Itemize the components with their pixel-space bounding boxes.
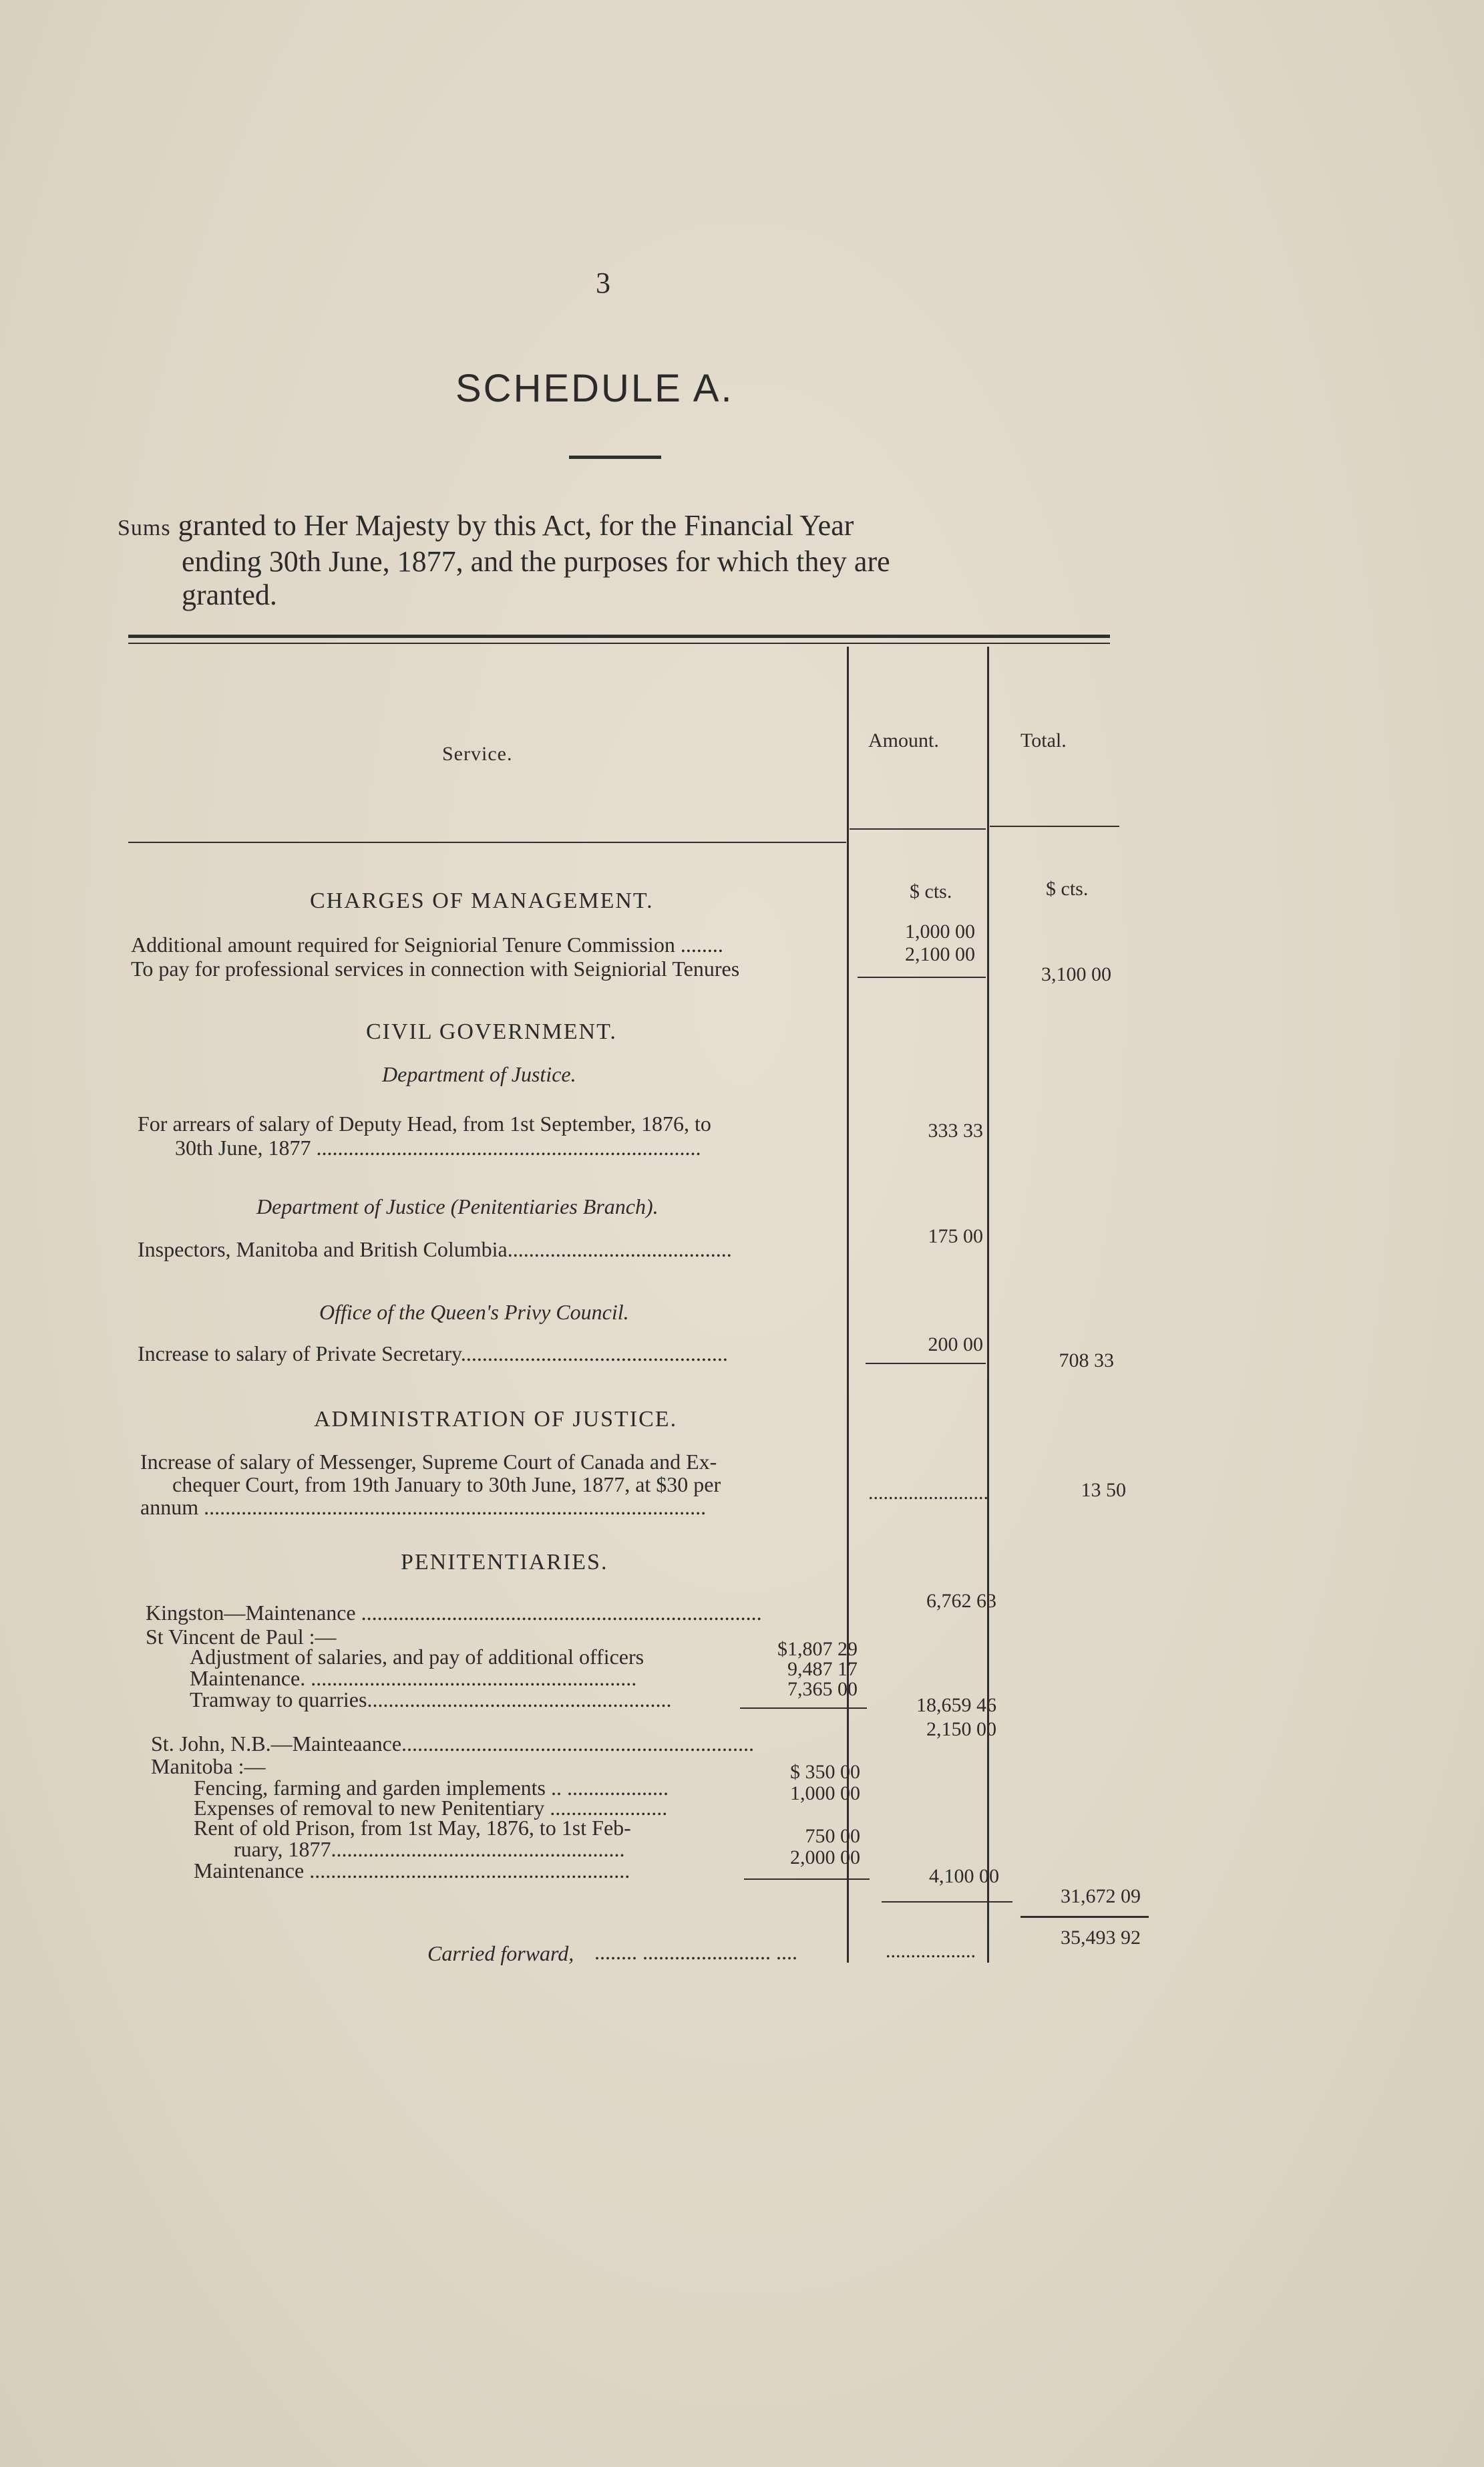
sv-item-1: Adjustment of salaries, and pay of additional officers bbox=[190, 1645, 644, 1669]
mb-item-4-amount: 750 00 bbox=[805, 1825, 860, 1847]
civil-dept1: Department of Justice. bbox=[382, 1062, 576, 1086]
carried-forward-total: 35,493 92 bbox=[1061, 1927, 1141, 1949]
mb-total: 4,100 00 bbox=[929, 1865, 999, 1887]
mb-item-1: Fencing, farming and garden implements .. ................... bbox=[194, 1776, 669, 1800]
penitentiaries-subtotal-rule bbox=[882, 1901, 1012, 1903]
service-header-rule bbox=[128, 842, 846, 843]
management-amount2: 2,100 00 bbox=[905, 943, 975, 965]
civil-item2: Inspectors, Manitoba and British Columbia.......................................... bbox=[138, 1237, 732, 1261]
intro-line1: granted to Her Majesty by this Act, for the Financial Year bbox=[178, 509, 854, 542]
mb-item-2: Expenses of removal to new Penitentiary ...................... bbox=[194, 1796, 668, 1820]
mb-item-3: Rent of old Prison, from 1st May, 1876, to 1st Feb- bbox=[194, 1816, 631, 1840]
stjohn-item: St. John, N.B.—Mainteaance.................................................................. bbox=[151, 1732, 755, 1756]
mb-item-2-amount: 1,000 00 bbox=[790, 1782, 860, 1804]
justice-line2: chequer Court, from 19th January to 30th June, 1877, at $30 per bbox=[172, 1472, 721, 1496]
title-rule bbox=[569, 456, 661, 459]
civil-subtotal-rule bbox=[866, 1363, 986, 1364]
intro-paragraph bbox=[118, 509, 1119, 612]
management-subtotal-rule bbox=[858, 977, 986, 978]
mb-item-5-amount: 2,000 00 bbox=[790, 1846, 860, 1868]
stjohn-amount: 2,150 00 bbox=[926, 1718, 996, 1740]
table-top-rule-thin bbox=[128, 643, 1110, 644]
sv-subtotal-rule bbox=[740, 1707, 867, 1709]
mb-item-4: ruary, 1877....................................................... bbox=[234, 1837, 625, 1861]
management-line1: Additional amount required for Seigniorial Tenure Commission ........ bbox=[131, 933, 723, 957]
mb-subtotal-rule bbox=[744, 1878, 870, 1880]
justice-line3: annum .............................................................................................. bbox=[140, 1495, 707, 1519]
schedule-title: SCHEDULE A. bbox=[455, 367, 734, 410]
amount-header-rule bbox=[850, 828, 986, 830]
sv-item-2-amount: 9,487 17 bbox=[787, 1658, 858, 1680]
carried-forward-label: Carried forward, bbox=[427, 1941, 574, 1965]
table-top-rule-thick bbox=[128, 635, 1110, 638]
management-line2: To pay for professional services in connection with Seigniorial Tenures bbox=[131, 957, 740, 981]
sv-total: 18,659 46 bbox=[916, 1694, 996, 1716]
header-service: Service. bbox=[442, 743, 513, 765]
header-total: Total. bbox=[1021, 729, 1067, 752]
civil-dept3: Office of the Queen's Privy Council. bbox=[319, 1300, 629, 1324]
sv-item-3: Tramway to quarries......................................................... bbox=[190, 1687, 672, 1711]
civil-item1-line1: For arrears of salary of Deputy Head, from 1st September, 1876, to bbox=[138, 1112, 711, 1136]
carried-forward-rule bbox=[1021, 1916, 1149, 1918]
intro-line2: ending 30th June, 1877, and the purposes for which they are bbox=[182, 545, 890, 578]
civil-item3: Increase to salary of Private Secretary.................................................. bbox=[138, 1341, 728, 1365]
page-number: 3 bbox=[596, 267, 610, 299]
section-heading-civil: CIVIL GOVERNMENT. bbox=[366, 1019, 617, 1044]
kingston-item: Kingston—Maintenance ........................................................................... bbox=[146, 1601, 762, 1625]
section-heading-penitentiaries: PENITENTIARIES. bbox=[401, 1550, 608, 1575]
total-column-rule bbox=[987, 647, 989, 1963]
civil-item1-line2: 30th June, 1877 ........................................................................ bbox=[175, 1136, 701, 1160]
section-heading-management: CHARGES OF MANAGEMENT. bbox=[310, 888, 654, 913]
justice-amount-dots: ........................ bbox=[868, 1482, 988, 1504]
total-header-rule bbox=[990, 826, 1119, 827]
sv-item-2: Maintenance. ............................................................. bbox=[190, 1666, 637, 1690]
justice-total: 13 50 bbox=[1081, 1479, 1126, 1501]
total-units: $ cts. bbox=[1046, 878, 1089, 900]
intro-first-word: Sums bbox=[118, 516, 171, 540]
header-amount: Amount. bbox=[868, 729, 939, 752]
management-amount1: 1,000 00 bbox=[905, 921, 975, 943]
carried-forward-amount-dots: .................. bbox=[886, 1940, 976, 1962]
manitoba-heading: Manitoba :— bbox=[151, 1754, 266, 1778]
civil-total: 708 33 bbox=[1059, 1349, 1114, 1371]
intro-line3: granted. bbox=[182, 579, 277, 611]
amount-units: $ cts. bbox=[910, 880, 952, 902]
mb-item-1-amount: $ 350 00 bbox=[790, 1761, 860, 1783]
civil-item1-amount: 333 33 bbox=[928, 1120, 983, 1142]
carried-forward-dots: ........ ........................ .... bbox=[594, 1940, 797, 1964]
section-heading-justice: ADMINISTRATION OF JUSTICE. bbox=[314, 1407, 678, 1432]
civil-item2-amount: 175 00 bbox=[928, 1225, 983, 1247]
justice-line1: Increase of salary of Messenger, Supreme Court of Canada and Ex- bbox=[140, 1450, 717, 1474]
civil-dept2: Department of Justice (Penitentiaries Branch). bbox=[256, 1194, 659, 1218]
mb-item-5: Maintenance ............................................................ bbox=[194, 1858, 630, 1882]
civil-item3-amount: 200 00 bbox=[928, 1333, 983, 1355]
management-total: 3,100 00 bbox=[1041, 963, 1111, 985]
penitentiaries-total: 31,672 09 bbox=[1061, 1885, 1141, 1907]
stvincent-heading: St Vincent de Paul :— bbox=[146, 1625, 337, 1649]
sv-item-1-amount: $1,807 29 bbox=[777, 1638, 858, 1660]
kingston-amount: 6,762 63 bbox=[926, 1590, 996, 1612]
sv-item-3-amount: 7,365 00 bbox=[787, 1678, 858, 1700]
